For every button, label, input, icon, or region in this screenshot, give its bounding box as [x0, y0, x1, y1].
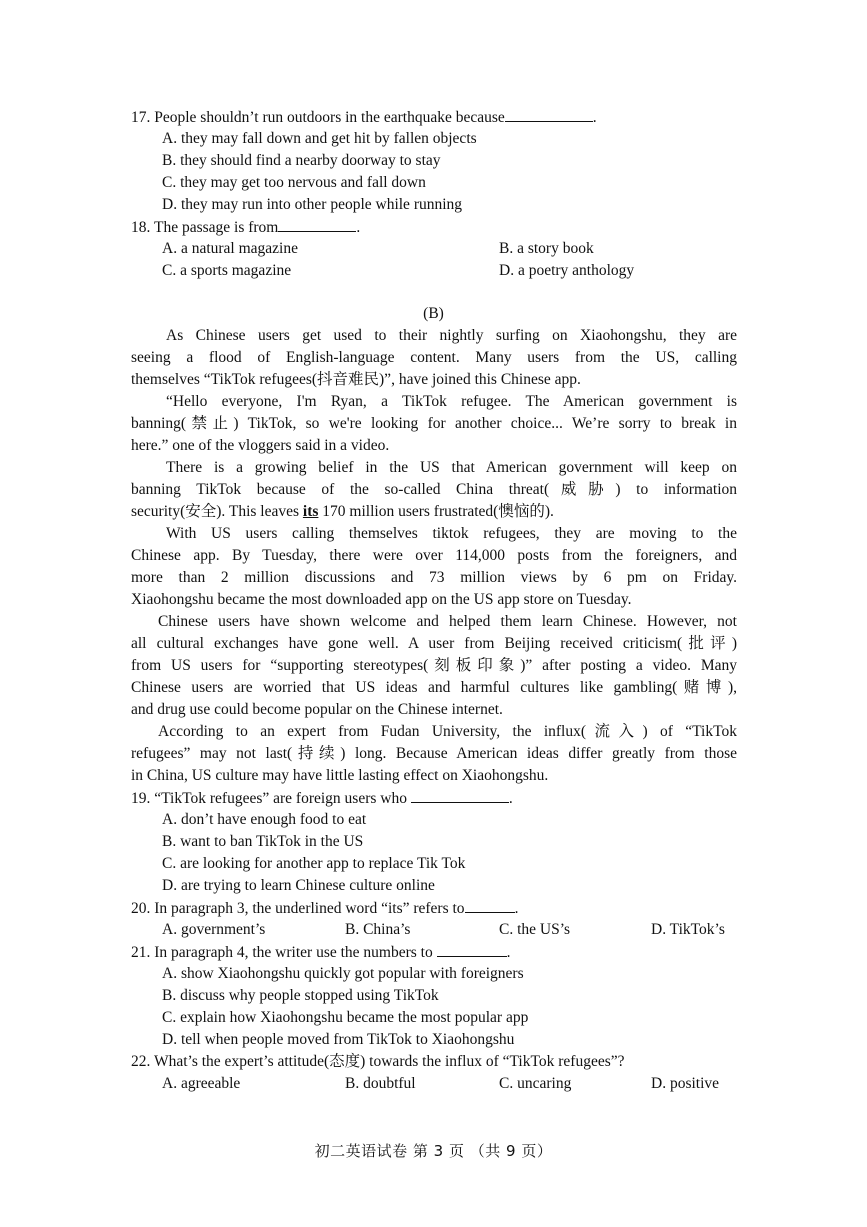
question-18-option-d: D. a poetry anthology [499, 262, 635, 279]
question-18-stem: 18. The passage is from . [131, 216, 737, 238]
question-22-option-d: D. positive [651, 1075, 720, 1092]
question-17-option-a: A. they may fall down and get hit by fallen objects [162, 130, 477, 147]
question-17-option-b: B. they should find a nearby doorway to stay [162, 152, 441, 169]
question-20-stem: 20. In paragraph 3, the underlined word “its” refers to . [131, 897, 737, 919]
question-17-option-c: C. they may get too nervous and fall down [162, 174, 426, 191]
question-20-option-b: B. China’s [345, 921, 411, 938]
answer-blank [411, 787, 509, 803]
question-19-option-c: C. are looking for another app to replace Tik Tok [162, 855, 466, 872]
underlined-word: its [302, 503, 319, 520]
passage-line: Chinese users are worried that US ideas and harmful cultures like gambling(赌博), [131, 679, 737, 696]
question-17-stem: 17. People shouldn’t run outdoors in the earthquake because . [131, 106, 737, 128]
passage-line: themselves “TikTok refugees(抖音难民)”, have joined this Chinese app. [131, 371, 581, 388]
passage-line: With US users calling themselves tiktok refugees, they are moving to the [166, 525, 737, 542]
question-22-option-c: C. uncaring [499, 1075, 572, 1092]
passage-line: Xiaohongshu became the most downloaded app on the US app store on Tuesday. [131, 591, 632, 608]
answer-blank [437, 941, 507, 957]
question-21-option-a: A. show Xiaohongshu quickly got popular with foreigners [162, 965, 524, 982]
question-18-option-a: A. a natural magazine [162, 240, 298, 257]
question-19-stem: 19. “TikTok refugees” are foreign users who . [131, 787, 737, 809]
answer-blank [278, 216, 356, 232]
question-20-option-c: C. the US’s [499, 921, 571, 938]
question-19-option-b: B. want to ban TikTok in the US [162, 833, 364, 850]
question-18-option-c: C. a sports magazine [162, 262, 292, 279]
passage-line: security(安全). This leaves its 170 million users frustrated(懊恼的). [131, 503, 554, 520]
question-22-option-a: A. agreeable [162, 1075, 241, 1092]
question-22-options [162, 1073, 768, 1095]
passage-line: all cultural exchanges have gone well. A user from Beijing received criticism(批评) [131, 635, 737, 652]
question-18-row-1 [162, 238, 768, 260]
section-label: (B) [423, 305, 444, 322]
passage-line: in China, US culture may have little lasting effect on Xiaohongshu. [131, 767, 549, 784]
passage-line: and drug use could become popular on the Chinese internet. [131, 701, 503, 718]
passage-line: more than 2 million discussions and 73 million views by 6 pm on Friday. [131, 569, 737, 586]
question-22-stem: 22. What’s the expert’s attitude(态度) towards the influx of “TikTok refugees”? [131, 1053, 625, 1070]
question-17-option-d: D. they may run into other people while running [162, 196, 463, 213]
passage-line: banning(禁止) TikTok, so we're looking for another choice... We’re sorry to break in [131, 415, 737, 432]
question-21-option-b: B. discuss why people stopped using TikTok [162, 987, 439, 1004]
answer-blank [465, 897, 515, 913]
question-19-option-d: D. are trying to learn Chinese culture online [162, 877, 435, 894]
passage-line: There is a growing belief in the US that American government will keep on [166, 459, 737, 476]
passage-line: seeing a flood of English-language content. Many users from the US, calling [131, 349, 737, 366]
question-21-option-d: D. tell when people moved from TikTok to Xiaohongshu [162, 1031, 515, 1048]
passage-line: here.” one of the vloggers said in a video. [131, 437, 390, 454]
question-21-stem: 21. In paragraph 4, the writer use the numbers to . [131, 941, 737, 963]
passage-line: “Hello everyone, I'm Ryan, a TikTok refugee. The American government is [166, 393, 737, 410]
question-18-row-2 [162, 260, 768, 282]
passage-line: Chinese app. By Tuesday, there were over 114,000 posts from the foreigners, and [131, 547, 737, 564]
question-20-option-d: D. TikTok’s [651, 921, 725, 938]
question-20-option-a: A. government’s [162, 921, 266, 938]
question-22-option-b: B. doubtful [345, 1075, 416, 1092]
passage-line: refugees” may not last(持续) long. Because American ideas differ greatly from those [131, 745, 737, 762]
question-20-options [162, 919, 768, 941]
answer-blank [505, 106, 593, 122]
passage-line: As Chinese users get used to their nightly surfing on Xiaohongshu, they are [166, 327, 737, 344]
passage-line: banning TikTok because of the so-called China threat(威胁) to information [131, 481, 737, 498]
question-21-option-c: C. explain how Xiaohongshu became the most popular app [162, 1009, 529, 1026]
passage-line: from US users for “supporting stereotypes(刻板印象)” after posting a video. Many [131, 657, 737, 674]
question-18-option-b: B. a story book [499, 240, 594, 257]
question-19-option-a: A. don’t have enough food to eat [162, 811, 367, 828]
passage-line: Chinese users have shown welcome and helped them learn Chinese. However, not [158, 613, 737, 630]
passage-line: According to an expert from Fudan University, the influx(流入) of “TikTok [158, 723, 737, 740]
page-footer: 初二英语试卷 第 3 页 （共 9 页） [314, 1142, 553, 1160]
